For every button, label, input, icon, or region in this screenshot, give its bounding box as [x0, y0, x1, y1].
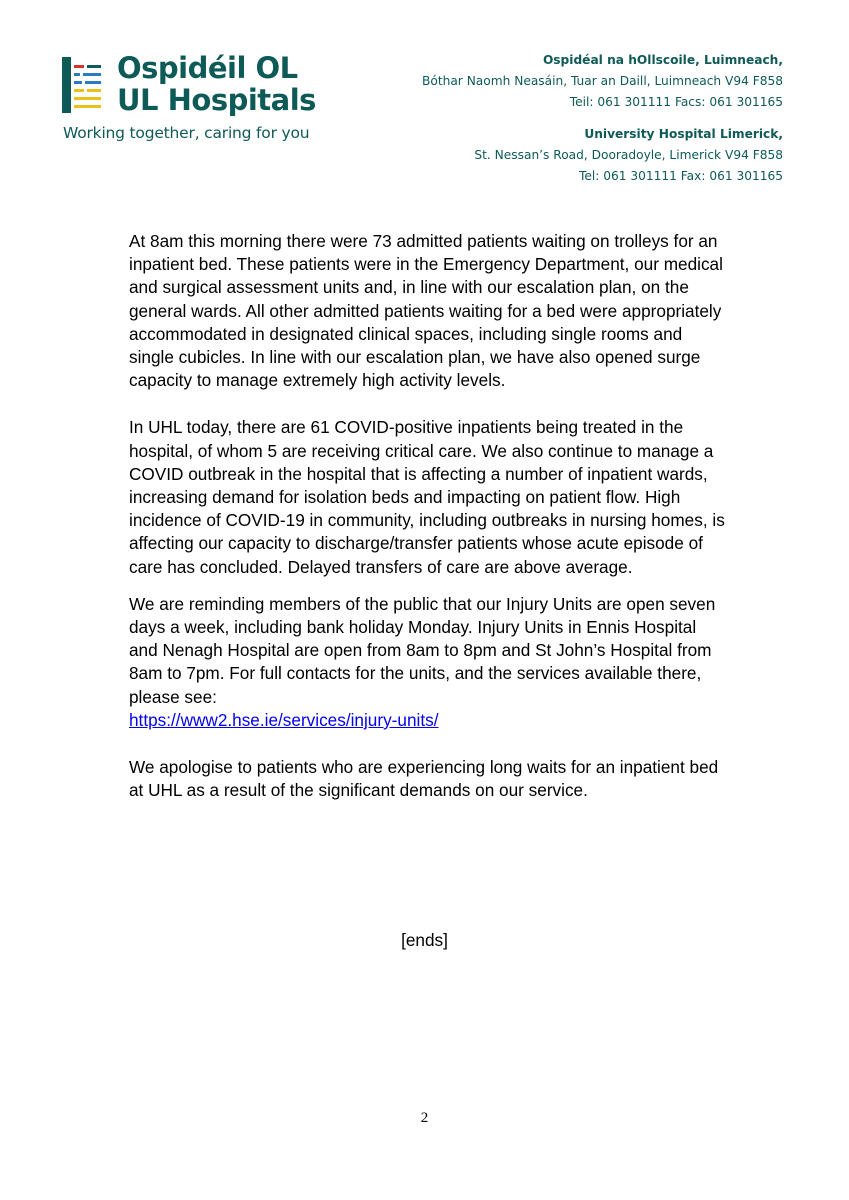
paragraph-covid: In UHL today, there are 61 COVID-positive inpatients being treated in the hospital, of whom 5 are receiving critical care. We also continue to manage a COVID outbreak in the hospital that is affecting a number of inpatient wards, increasing demand for isolation beds and impacting on patient flow. High incidence of COVID-19 in community, including outbreaks in nursing homes, is affecting our capacity to discharge/transfer patients whose acute episode of care has concluded. Delayed transfers of care are above average. [129, 417, 725, 577]
page-number: 2 [420, 1110, 429, 1126]
hospital-logo [62, 52, 332, 142]
paragraph-injury-units-text: We are reminding members of the public that our Injury Units are open seven days a week, including bank holiday Monday. Injury Units in Ennis Hospital and Nenagh Hospital are open from 8am to 8pm and St John’s Hospital from 8am to 7pm. For full contacts for the units, and the services available there, please see: [129, 593, 716, 707]
address-english-title: University Hospital Limerick, [584, 127, 783, 141]
address-english-phone: Tel: 061 301111 Fax: 061 301165 [579, 169, 783, 183]
logo-tagline: Working together, caring for you [63, 124, 310, 142]
address-irish-title: Ospidéal na hOllscoile, Luimneach, [542, 53, 783, 67]
ends-marker: [ends] [401, 930, 448, 950]
logo-line-english: UL Hospitals [117, 83, 316, 117]
paragraph-apology: We apologise to patients who are experiencing long waits for an inpatient bed at UHL as a result of the significant demands on our service. [129, 757, 719, 801]
injury-units-link[interactable]: https://www2.hse.ie/services/injury-units/ [129, 709, 439, 730]
address-irish-phone: Teil: 061 301111 Facs: 061 301165 [569, 95, 783, 109]
logo-mark-icon [62, 57, 110, 113]
press-release-body [129, 230, 729, 826]
address-english [474, 124, 783, 187]
logo-line-irish: Ospidéil OL [117, 51, 298, 85]
paragraph-injury-units [129, 593, 729, 732]
logo-wordmark [117, 52, 316, 116]
address-english-street: St. Nessan’s Road, Dooradoyle, Limerick V94 F858 [474, 148, 783, 162]
address-irish [422, 50, 783, 113]
address-irish-street: Bóthar Naomh Neasáin, Tuar an Daill, Luimneach V94 F858 [422, 74, 783, 88]
paragraph-trolley-count: At 8am this morning there were 73 admitted patients waiting on trolleys for an inpatient bed. These patients were in the Emergency Department, our medical and surgical assessment units and, in line with our escalation plan, on the general wards. All other admitted patients waiting for a bed were appropriately accommodated in designated clinical spaces, including single rooms and single cubicles. In line with our escalation plan, we have also opened surge capacity to manage extremely high activity levels. [129, 231, 723, 391]
